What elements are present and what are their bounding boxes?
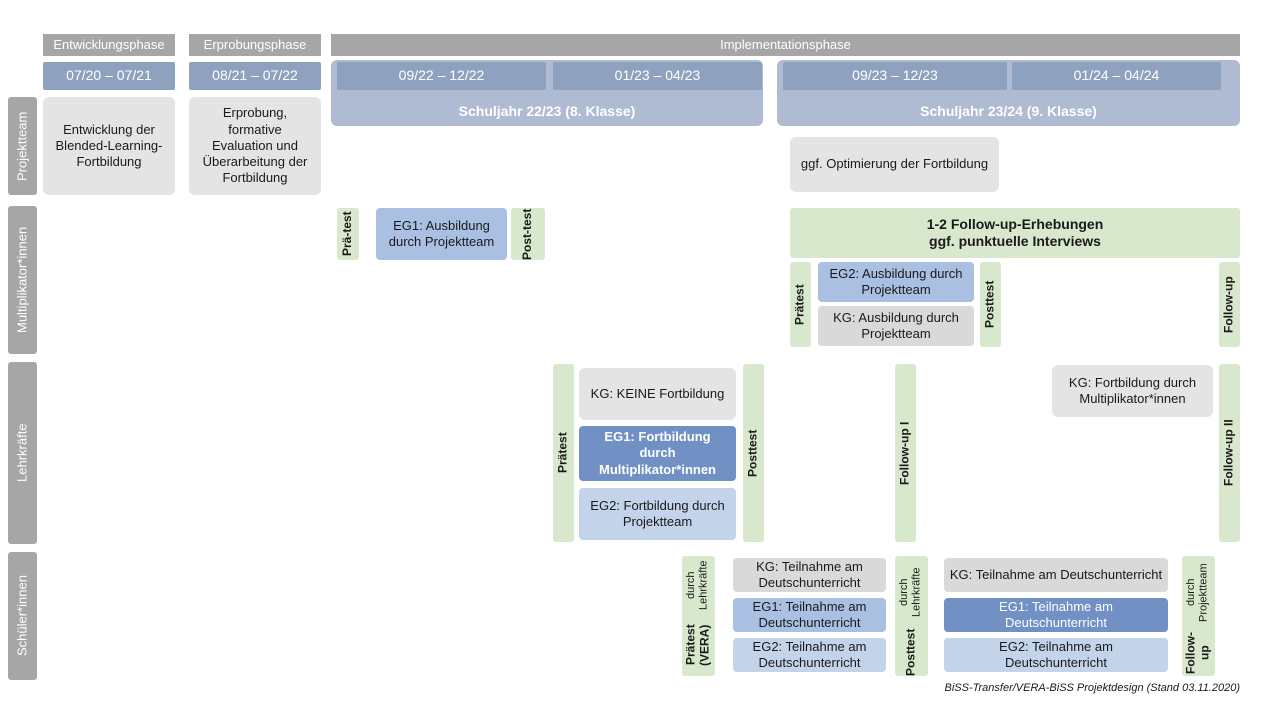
phase-header-implementation: Implementationsphase: [331, 34, 1240, 56]
lehrkraefte-followup-1: Follow-up I: [895, 364, 916, 542]
lehrkraefte-eg2-box: EG2: Fortbildung durch Projektteam: [579, 488, 736, 540]
posttest-sub: durch Lehrkräfte: [897, 567, 923, 618]
multiplikator-praetest-1: Prä-test: [337, 208, 359, 260]
period-bar-0922-1222: 09/22 – 12/22: [337, 62, 546, 90]
school-year-band-2324: Schuljahr 23/24 (9. Klasse): [777, 60, 1240, 126]
period-bar-0124-0424: 01/24 – 04/24: [1012, 62, 1221, 90]
posttest-main: Posttest: [903, 628, 918, 676]
multiplikator-eg2-ausbildung-box: EG2: Ausbildung durch Projektteam: [818, 262, 974, 302]
lehrkraefte-praetest: Prätest: [553, 364, 574, 542]
schueler-followup: [1182, 556, 1215, 676]
schueler-followup-sub: durch Projektteam: [1184, 563, 1210, 623]
lehrkraefte-eg1-box: EG1: Fortbildung durch Multiplikator*innen: [579, 426, 736, 481]
row-label-lehrkraefte: Lehrkräfte: [8, 362, 37, 544]
school-year-band-2223: Schuljahr 22/23 (8. Klasse): [331, 60, 763, 126]
schueler-followup-main: Follow-up: [1183, 631, 1212, 674]
schueler-eg1-box-2: EG1: Teilnahme am Deutschunterricht: [944, 598, 1168, 632]
row-label-schuelerinnen: Schüler*innen: [8, 552, 37, 680]
multiplikator-kg-ausbildung-box: KG: Ausbildung durch Projektteam: [818, 306, 974, 346]
followup-banner-line2: ggf. punktuelle Interviews: [929, 233, 1101, 249]
footer-source-note: BiSS-Transfer/VERA-BiSS Projektdesign (Stand 03.11.2020): [944, 682, 1240, 694]
schueler-eg2-box-1: EG2: Teilnahme am Deutschunterricht: [733, 638, 886, 672]
multiplikator-praetest-2: Prätest: [790, 262, 811, 347]
multiplikator-followup-banner: [790, 208, 1240, 258]
period-bar-0821-0722: 08/21 – 07/22: [189, 62, 321, 90]
followup-banner-line1: 1-2 Follow-up-Erhebungen: [926, 215, 1104, 232]
phase-header-entwicklung: Entwicklungsphase: [43, 34, 175, 56]
projektteam-optimierung-box: ggf. Optimierung der Fortbildung: [790, 137, 999, 192]
multiplikator-posttest-1: Post-test: [511, 208, 545, 260]
schueler-eg2-box-2: EG2: Teilnahme am Deutschunterricht: [944, 638, 1168, 672]
period-bar-0923-1223: 09/23 – 12/23: [783, 62, 1007, 90]
lehrkraefte-posttest: Posttest: [743, 364, 764, 542]
period-bar-0123-0423: 01/23 – 04/23: [553, 62, 762, 90]
schueler-eg1-box-1: EG1: Teilnahme am Deutschunterricht: [733, 598, 886, 632]
projektteam-entwicklung-box: Entwicklung der Blended-Learning-Fortbildung: [43, 97, 175, 195]
multiplikator-posttest-2: Posttest: [980, 262, 1001, 347]
projektteam-erprobung-box: Erprobung, formative Evaluation und Überarbeitung der Fortbildung: [189, 97, 321, 195]
schueler-posttest: [895, 556, 928, 676]
row-label-multiplikatorinnen: Multiplikator*innen: [8, 206, 37, 354]
praetest-vera-sub: durch Lehrkräfte: [684, 560, 710, 610]
schueler-kg-box-1: KG: Teilnahme am Deutschunterricht: [733, 558, 886, 592]
praetest-vera-main: Prätest (VERA): [683, 624, 712, 666]
multiplikator-eg1-ausbildung-box: EG1: Ausbildung durch Projektteam: [376, 208, 507, 260]
lehrkraefte-kg-fortbildung-box: KG: Fortbildung durch Multiplikator*innen: [1052, 365, 1213, 417]
period-bar-0720-0721: 07/20 – 07/21: [43, 62, 175, 90]
multiplikator-followup: Follow-up: [1219, 262, 1240, 347]
schueler-kg-box-2: KG: Teilnahme am Deutschunterricht: [944, 558, 1168, 592]
lehrkraefte-followup-2: Follow-up II: [1219, 364, 1240, 542]
phase-header-erprobung: Erprobungsphase: [189, 34, 321, 56]
row-label-projektteam: Projektteam: [8, 97, 37, 195]
schueler-praetest-vera: [682, 556, 715, 676]
lehrkraefte-kg-keine-box: KG: KEINE Fortbildung: [579, 368, 736, 420]
